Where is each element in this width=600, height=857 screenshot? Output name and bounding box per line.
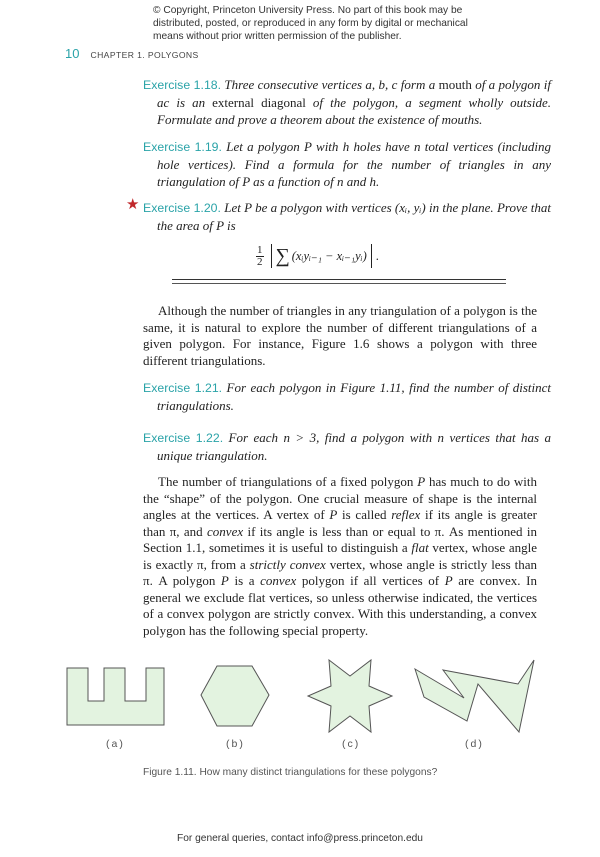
exercise-label: Exercise 1.19. [143,140,222,154]
figure-label-a: (a) [106,738,125,750]
section-divider [172,279,506,284]
exercise-1-19 [143,138,551,190]
exercise-text: Three consecutive vertices a, b, c form a mouth of a polygon if ac is an external diagonal of the polygon, a segment wholly outside. Formulate and prove a theorem about the existence of mouths. [157,77,552,127]
exercise-label: Exercise 1.18. [143,78,222,92]
exercise-text: For each n > 3, find a polygon with n vertices that has a unique triangulation. [157,430,551,463]
figure-label-b: (b) [226,738,245,750]
sigma-symbol: ∑ [275,244,290,267]
abs-bar-right [371,244,372,268]
copyright-line: © Copyright, Princeton University Press. No part of this book may be [153,5,463,16]
footer-contact: For general queries, contact info@press.princeton.edu [177,833,423,844]
polygon-b-hexagon [201,666,269,726]
copyright-line: distributed, posted, or reproduced in any form by digital or mechanical [153,18,468,29]
exercise-text: Let P be a polygon with vertices (xᵢ, yᵢ) in the plane. Prove that the area of P is [157,200,552,233]
copyright-notice [153,4,473,43]
exercise-label: Exercise 1.20. [143,201,221,215]
paragraph-triangulations: Although the number of triangles in any triangulation of a polygon is the same, it is natural to explore the number of different triangulations of a given polygon. For instance, Figure 1.6 shows a polygon with three different triangulations. [143,303,537,368]
page-number: 10 [65,46,80,61]
exercise-1-20 [143,199,551,234]
area-formula: $\frac{1}{2}$ ∑ (xᵢyᵢ₋₁ − xᵢ₋₁yᵢ) . [257,243,379,268]
exercise-1-21 [143,379,551,414]
fraction: $\frac{1}{2}$ [257,243,263,268]
exercise-1-22 [143,429,551,464]
polygon-d-zigzag [415,660,534,732]
figure-label-c: (c) [342,738,361,750]
figure-caption: Figure 1.11. How many distinct triangulations for these polygons? [143,767,438,778]
exercise-1-18 [143,76,551,128]
paragraph-convexity: The number of triangulations of a fixed polygon P has much to do with the “shape” of the polygon. One crucial measure of shape is the internal angles at the vertices. A vertex of P is called reflex if its angle is greater than π, and convex if its angle is less than or equal to π. As mentioned in Section 1.1, sometimes it is useful to distinguish a flat vertex, whose angle is exactly π, from a strictly convex vertex, whose angle is strictly less than π. A polygon P is a convex polygon if all vertices of P are convex. In general we exclude flat vertices, so unless otherwise indicated, the vertices of a convex polygon are strictly convex. With this understanding, a convex polygon has the following special property. [143,474,537,638]
figure-1-11 [0,650,600,750]
formula-expression: (xᵢyᵢ₋₁ − xᵢ₋₁yᵢ) [291,249,367,263]
exercise-label: Exercise 1.21. [143,381,223,395]
polygon-c-star [308,660,392,732]
exercise-text: For each polygon in Figure 1.11, find the number of distinct triangulations. [157,380,552,413]
exercise-label: Exercise 1.22. [143,431,224,445]
polygon-a-comb [67,668,164,725]
figure-label-d: (d) [465,738,484,750]
star-icon: ★ [126,197,140,213]
running-head [65,46,199,62]
copyright-line: means without prior written permission of the publisher. [153,31,402,42]
chapter-title: CHAPTER 1. POLYGONS [90,50,199,60]
exercise-text: Let a polygon P with h holes have n total vertices (including hole vertices). Find a formula for the number of triangles in any triangulation of P as a function of n and h. [157,139,552,189]
abs-bar-left [271,244,272,268]
